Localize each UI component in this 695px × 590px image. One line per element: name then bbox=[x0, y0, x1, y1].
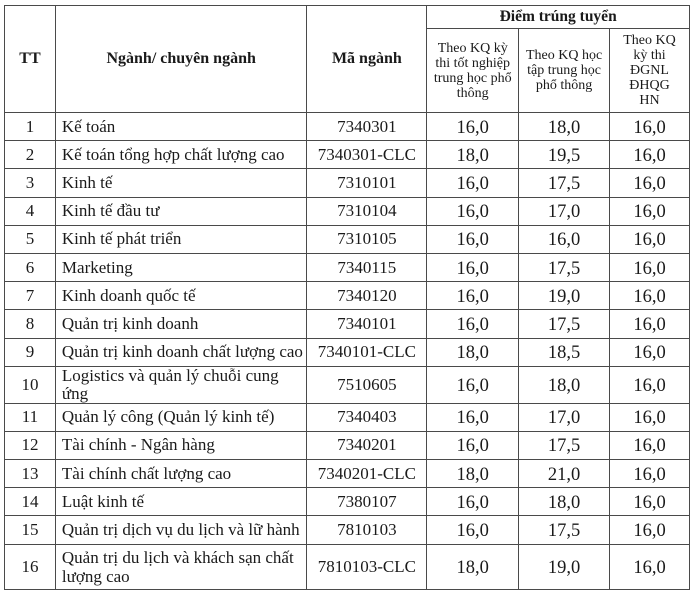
major-name: Kinh tế đầu tư bbox=[55, 197, 307, 225]
major-name: Quản trị kinh doanh chất lượng cao bbox=[55, 338, 307, 366]
score-national-exam: 16,0 bbox=[427, 366, 519, 403]
row-number: 6 bbox=[5, 253, 56, 281]
score-national-exam: 16,0 bbox=[427, 225, 519, 253]
major-code: 7310105 bbox=[307, 225, 427, 253]
table-row bbox=[5, 253, 690, 281]
score-dgnl: 16,0 bbox=[610, 431, 690, 459]
score-dgnl: 16,0 bbox=[610, 516, 690, 544]
table-row bbox=[5, 169, 690, 197]
table-row bbox=[5, 282, 690, 310]
major-name: Quản lý công (Quản lý kinh tế) bbox=[55, 403, 307, 431]
row-number: 9 bbox=[5, 338, 56, 366]
table-row bbox=[5, 544, 690, 589]
score-dgnl: 16,0 bbox=[610, 366, 690, 403]
table-row bbox=[5, 141, 690, 169]
score-dgnl: 16,0 bbox=[610, 253, 690, 281]
major-name: Quản trị du lịch và khách sạn chất lượng cao bbox=[55, 544, 307, 589]
row-number: 4 bbox=[5, 197, 56, 225]
header-score-dgnl: Theo KQ kỳ thi ĐGNL ĐHQG HN bbox=[610, 29, 690, 113]
table-row bbox=[5, 460, 690, 488]
score-national-exam: 16,0 bbox=[427, 310, 519, 338]
major-name: Quản trị kinh doanh bbox=[55, 310, 307, 338]
score-national-exam: 18,0 bbox=[427, 338, 519, 366]
header-score-national-exam: Theo KQ kỳ thi tốt nghiệp trung học phổ thông bbox=[427, 29, 519, 113]
major-code: 7340201-CLC bbox=[307, 460, 427, 488]
score-transcript: 17,0 bbox=[519, 403, 610, 431]
score-dgnl: 16,0 bbox=[610, 197, 690, 225]
major-name: Kinh tế phát triển bbox=[55, 225, 307, 253]
score-transcript: 18,0 bbox=[519, 113, 610, 141]
score-national-exam: 16,0 bbox=[427, 488, 519, 516]
row-number: 12 bbox=[5, 431, 56, 459]
score-dgnl: 16,0 bbox=[610, 544, 690, 589]
score-transcript: 18,0 bbox=[519, 488, 610, 516]
major-name: Kế toán bbox=[55, 113, 307, 141]
row-number: 10 bbox=[5, 366, 56, 403]
major-name: Kế toán tổng hợp chất lượng cao bbox=[55, 141, 307, 169]
score-transcript: 17,0 bbox=[519, 197, 610, 225]
score-transcript: 17,5 bbox=[519, 431, 610, 459]
major-name: Quản trị dịch vụ du lịch và lữ hành bbox=[55, 516, 307, 544]
row-number: 16 bbox=[5, 544, 56, 589]
major-code: 7310101 bbox=[307, 169, 427, 197]
table-row bbox=[5, 310, 690, 338]
score-transcript: 18,0 bbox=[519, 366, 610, 403]
score-transcript: 16,0 bbox=[519, 225, 610, 253]
score-national-exam: 18,0 bbox=[427, 141, 519, 169]
row-number: 5 bbox=[5, 225, 56, 253]
major-name: Luật kinh tế bbox=[55, 488, 307, 516]
score-national-exam: 16,0 bbox=[427, 516, 519, 544]
score-transcript: 17,5 bbox=[519, 253, 610, 281]
score-national-exam: 16,0 bbox=[427, 113, 519, 141]
major-code: 7340101 bbox=[307, 310, 427, 338]
major-name: Tài chính chất lượng cao bbox=[55, 460, 307, 488]
major-code: 7340301-CLC bbox=[307, 141, 427, 169]
score-dgnl: 16,0 bbox=[610, 403, 690, 431]
score-transcript: 19,5 bbox=[519, 141, 610, 169]
table-row bbox=[5, 338, 690, 366]
table-row bbox=[5, 488, 690, 516]
table-row bbox=[5, 366, 690, 403]
major-code: 7340201 bbox=[307, 431, 427, 459]
table-row bbox=[5, 403, 690, 431]
header-code: Mã ngành bbox=[307, 6, 427, 113]
score-dgnl: 16,0 bbox=[610, 488, 690, 516]
major-name: Tài chính - Ngân hàng bbox=[55, 431, 307, 459]
table-row bbox=[5, 197, 690, 225]
header-major: Ngành/ chuyên ngành bbox=[55, 6, 307, 113]
major-code: 7810103 bbox=[307, 516, 427, 544]
score-national-exam: 16,0 bbox=[427, 282, 519, 310]
row-number: 14 bbox=[5, 488, 56, 516]
score-national-exam: 16,0 bbox=[427, 253, 519, 281]
header-score-group: Điểm trúng tuyển bbox=[427, 6, 690, 29]
header-score-transcript: Theo KQ học tập trung học phổ thông bbox=[519, 29, 610, 113]
row-number: 13 bbox=[5, 460, 56, 488]
score-national-exam: 18,0 bbox=[427, 544, 519, 589]
score-transcript: 17,5 bbox=[519, 169, 610, 197]
major-code: 7340115 bbox=[307, 253, 427, 281]
row-number: 3 bbox=[5, 169, 56, 197]
major-code: 7810103-CLC bbox=[307, 544, 427, 589]
score-dgnl: 16,0 bbox=[610, 282, 690, 310]
table-row bbox=[5, 516, 690, 544]
score-transcript: 19,0 bbox=[519, 282, 610, 310]
major-code: 7340301 bbox=[307, 113, 427, 141]
major-code: 7310104 bbox=[307, 197, 427, 225]
table-row bbox=[5, 431, 690, 459]
major-code: 7380107 bbox=[307, 488, 427, 516]
score-dgnl: 16,0 bbox=[610, 460, 690, 488]
score-national-exam: 16,0 bbox=[427, 403, 519, 431]
major-name: Marketing bbox=[55, 253, 307, 281]
score-national-exam: 16,0 bbox=[427, 197, 519, 225]
row-number: 1 bbox=[5, 113, 56, 141]
major-code: 7510605 bbox=[307, 366, 427, 403]
score-transcript: 21,0 bbox=[519, 460, 610, 488]
score-dgnl: 16,0 bbox=[610, 141, 690, 169]
row-number: 15 bbox=[5, 516, 56, 544]
major-code: 7340403 bbox=[307, 403, 427, 431]
major-name: Kinh doanh quốc tế bbox=[55, 282, 307, 310]
score-transcript: 17,5 bbox=[519, 310, 610, 338]
row-number: 11 bbox=[5, 403, 56, 431]
major-code: 7340120 bbox=[307, 282, 427, 310]
admission-scores-table bbox=[4, 5, 690, 590]
score-transcript: 19,0 bbox=[519, 544, 610, 589]
score-dgnl: 16,0 bbox=[610, 169, 690, 197]
score-transcript: 18,5 bbox=[519, 338, 610, 366]
score-national-exam: 18,0 bbox=[427, 460, 519, 488]
row-number: 7 bbox=[5, 282, 56, 310]
table-row bbox=[5, 113, 690, 141]
score-dgnl: 16,0 bbox=[610, 113, 690, 141]
score-dgnl: 16,0 bbox=[610, 338, 690, 366]
score-transcript: 17,5 bbox=[519, 516, 610, 544]
table-body bbox=[5, 113, 690, 590]
score-national-exam: 16,0 bbox=[427, 169, 519, 197]
row-number: 2 bbox=[5, 141, 56, 169]
score-dgnl: 16,0 bbox=[610, 310, 690, 338]
major-name: Logistics và quản lý chuỗi cung ứng bbox=[55, 366, 307, 403]
score-dgnl: 16,0 bbox=[610, 225, 690, 253]
major-code: 7340101-CLC bbox=[307, 338, 427, 366]
header-tt: TT bbox=[5, 6, 56, 113]
table-row bbox=[5, 225, 690, 253]
major-name: Kinh tế bbox=[55, 169, 307, 197]
row-number: 8 bbox=[5, 310, 56, 338]
score-national-exam: 16,0 bbox=[427, 431, 519, 459]
